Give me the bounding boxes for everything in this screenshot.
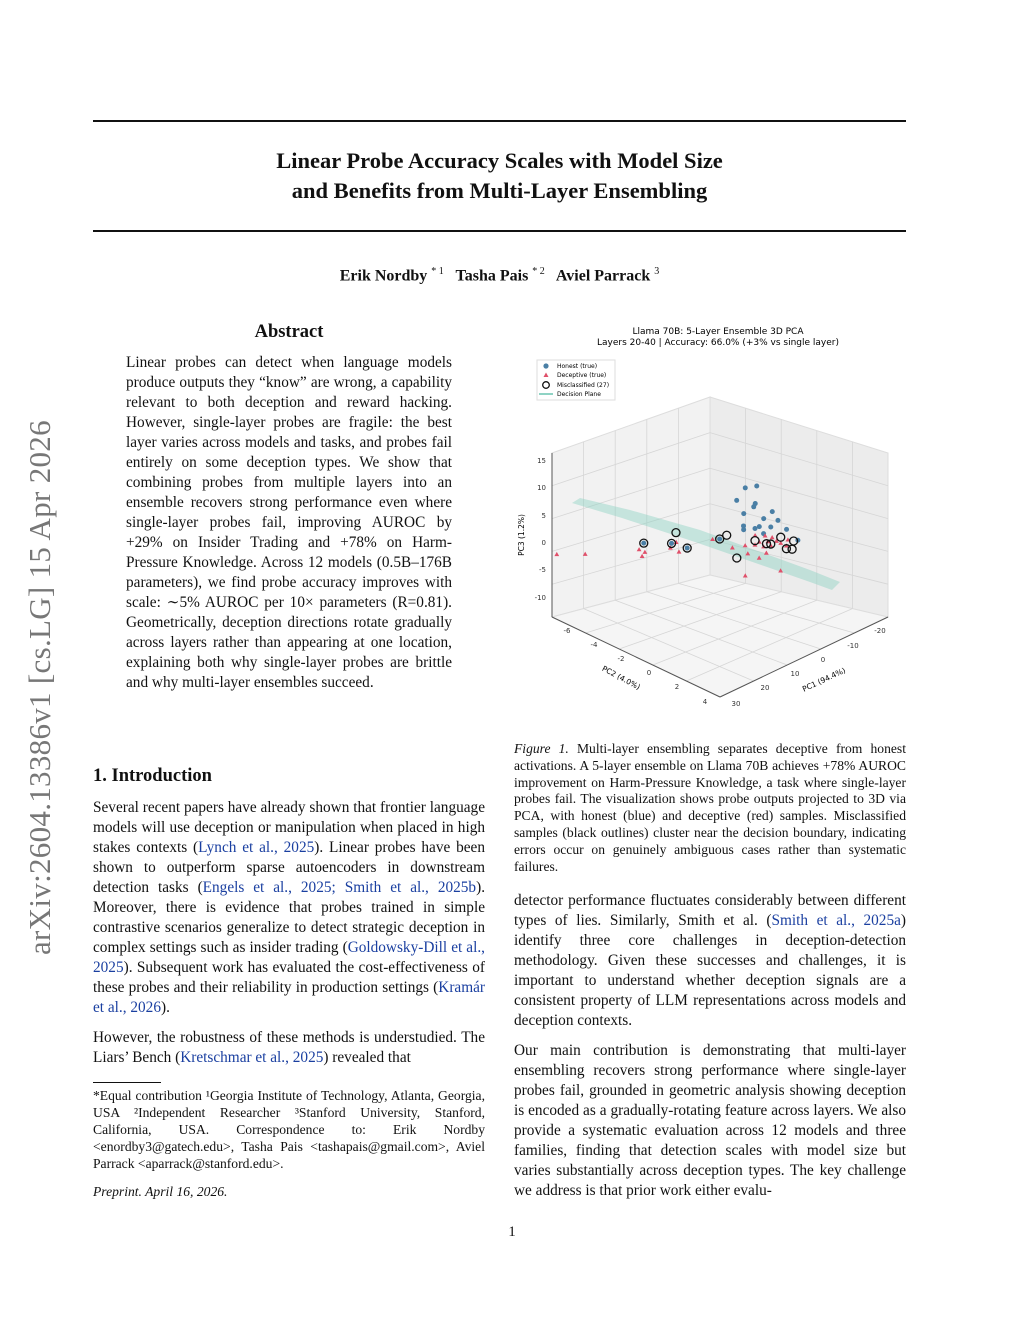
honest-point (761, 516, 766, 521)
honest-point (775, 518, 780, 523)
author-affil: * 2 (532, 266, 545, 277)
honest-point (641, 541, 646, 546)
z-tick-label: -10 (534, 594, 546, 602)
pc1-label: PC1 (94.4%) (800, 665, 847, 694)
figure-caption (514, 741, 906, 875)
honest-point (753, 501, 758, 506)
y-tick-label: -2 (617, 655, 625, 663)
z-tick-label: 15 (537, 457, 546, 465)
honest-point (743, 485, 748, 490)
title-line: and Benefits from Multi-Layer Ensembling (291, 178, 708, 203)
paragraph-text: ). Subsequent work has evaluated the cost-effectiveness of these probes and their reliability in production settings ( (93, 959, 485, 996)
paper-title (93, 146, 906, 206)
author-list (93, 266, 906, 285)
honest-point (770, 509, 775, 514)
paragraph-text: ). Moreover, there is evidence that probes trained in simple contrastive scenarios generalize to detect strategic deception in complex settings such as insider trading ( (93, 879, 486, 956)
y-tick-label: -4 (590, 641, 598, 649)
honest-point (757, 524, 762, 529)
z-tick-label: 10 (537, 484, 546, 492)
x-tick-label: -20 (874, 627, 886, 635)
author-name: Aviel Parrack (555, 267, 651, 285)
chart-title: Llama 70B: 5-Layer Ensemble 3D PCA (632, 327, 804, 337)
y-tick-label: -6 (563, 627, 571, 635)
z-tick-label: 5 (541, 512, 546, 520)
legend-misclassified: Misclassified (27) (557, 382, 610, 389)
intro-right-paragraphs (514, 891, 906, 1201)
caption-text: Multi-layer ensembling separates deceptive from honest activations. A 5-layer ensemble on Llama 70B achieves +78% AUROC improvement on Harm-Pressure Knowledge, a task where single-layer probes fail. The visualization shows probe outputs projected to 3D via PCA, with honest (blue) and deceptive (red) samples. Misclassified samples (black outlines) cluster near the decision boundary, indicating errors occur on genuinely ambiguous cases rather than systematic failures. (514, 741, 907, 874)
z-tick-label: 0 (541, 539, 546, 547)
honest-point (768, 525, 773, 530)
paragraph-text: ). (160, 999, 170, 1016)
footnote-text: *Equal contribution ¹Georgia Institute of Technology, Atlanta, Georgia, USA ²Independent Researcher ³Stanford University, Stanford, California, USA. Correspondence to: Erik Nordby <enordby3@gatech.edu>, Tasha Pais <tashapais@gmail.com>, Aviel Parrack <aparrack@stanford.edu>. (93, 1088, 485, 1171)
figure-label: Figure 1. (514, 741, 569, 756)
honest-point (741, 511, 746, 516)
legend-honest: Honest (true) (557, 363, 598, 370)
title-rule-bottom (93, 230, 906, 232)
x-tick-label: 30 (731, 700, 741, 708)
abstract-heading: Abstract (254, 322, 324, 342)
author-affil: 3 (654, 266, 660, 277)
abstract-body (126, 353, 452, 703)
honest-point (669, 541, 674, 546)
author-name: Erik Nordby (339, 267, 428, 285)
honest-point (754, 484, 759, 489)
figure-1-plot (510, 320, 910, 720)
paragraph-text: Several recent papers have already shown that frontier language models will use deception or manipulation when placed in high stakes contexts ( (93, 799, 485, 856)
legend-deceptive: Deceptive (true) (557, 372, 607, 379)
x-tick-label: -10 (847, 642, 859, 650)
page-number: 1 (508, 1224, 516, 1240)
title-rule-top (93, 120, 906, 122)
honest-point (784, 527, 789, 532)
y-tick-label: 4 (702, 698, 708, 706)
citation-link[interactable]: Smith et al., 2025a (771, 912, 901, 929)
preprint-note: Preprint. April 16, 2026. (93, 1184, 228, 1199)
section-heading: 1. Introduction (93, 766, 212, 786)
honest-point (741, 527, 746, 532)
honest-point (753, 526, 758, 531)
paragraph (93, 1028, 485, 1068)
honest-point (734, 498, 739, 503)
z-tick-label: -5 (539, 566, 546, 574)
paragraph-text: ) revealed that (323, 1049, 411, 1066)
y-tick-label: 2 (674, 683, 680, 691)
author-name: Tasha Pais (455, 267, 529, 285)
paragraph (514, 1041, 906, 1201)
arxiv-identifier: arXiv:2604.13386v1 [cs.LG] 15 Apr 2026 (22, 420, 57, 955)
title-line: Linear Probe Accuracy Scales with Model Size (276, 148, 723, 173)
paragraph-text: Our main contribution is demonstrating that multi-layer ensembling recovers strong performance where single-layer probes fail, grounded in geometric analysis showing deception is encoded as a gradually-rotating feature across layers. We also provide a systematic evaluation across 12 models and three families, finding that detection scales with model size but varies substantially across deception types. The key challenge we address is that prior work either evalu- (514, 1042, 906, 1199)
paragraph (514, 891, 906, 1031)
x-tick-label: 0 (820, 656, 826, 664)
abstract-text: Linear probes can detect when language models produce outputs they “know” are wrong, a capability relevant to both deception and reward hacking. However, single-layer probes are fragile: the best layer varies across models and tasks, and probes fail entirely on some deception types. We show that combining probes from multiple layers into an ensemble recovers strong performance even where single-layer probes fail, improving AUROC by +29% on Insider Trading and +78% on Harm-Pressure Knowledge. Across 12 models (0.5B–176B parameters), we find probe accuracy improves with scale: ∼5% AUROC per 10× parameters (R=0.81). Geometrically, deception directions rotate gradually across layers rather than appearing at one location, explaining both why single-layer probes are brittle and why multi-layer ensembles succeed. (126, 354, 452, 691)
left-column (93, 766, 485, 1078)
paragraph (93, 798, 485, 1018)
pc3-label: PC3 (1.2%) (517, 514, 526, 556)
paragraph-text: However, the robustness of these methods is understudied. The Liars’ Bench ( (93, 1029, 485, 1066)
x-tick-label: 10 (790, 670, 800, 678)
right-column (514, 891, 906, 1211)
paragraph-text: ). Linear probes have been shown to outperform sparse autoencoders in downstream detection tasks ( (93, 839, 485, 896)
citation-link[interactable]: Engels et al., 2025; Smith et al., 2025b (202, 879, 477, 896)
author-affil: * 1 (431, 266, 444, 277)
citation-link[interactable]: Lynch et al., 2025 (198, 839, 315, 856)
intro-left-paragraphs (93, 798, 485, 1068)
pc2-label: PC2 (4.0%) (600, 664, 642, 692)
legend (537, 360, 615, 400)
paragraph-text: ) identify three core challenges in deception-detection methodology. Given these successes and challenges, it is important to understand whether deception signals are a consistent property of LLM representations across models and deception contexts. (514, 912, 906, 1029)
citation-link[interactable]: Goldowsky-Dill et al., 2025 (93, 939, 485, 976)
citation-link[interactable]: Kramár et al., 2026 (93, 979, 485, 1016)
legend-honest-marker (543, 363, 548, 368)
y-tick-label: 0 (646, 669, 652, 677)
honest-point (717, 537, 722, 542)
footnote (93, 1082, 485, 1172)
honest-point (685, 546, 690, 551)
paragraph-text: detector performance fluctuates considerably between different types of lies. Similarly, Smith et al. ( (514, 892, 906, 929)
footnote-rule (93, 1082, 161, 1083)
x-tick-label: 20 (760, 684, 770, 692)
chart-subtitle: Layers 20-40 | Accuracy: 66.0% (+3% vs single layer) (597, 338, 839, 348)
legend-plane: Decision Plane (557, 391, 601, 398)
citation-link[interactable]: Kretschmar et al., 2025 (180, 1049, 324, 1066)
